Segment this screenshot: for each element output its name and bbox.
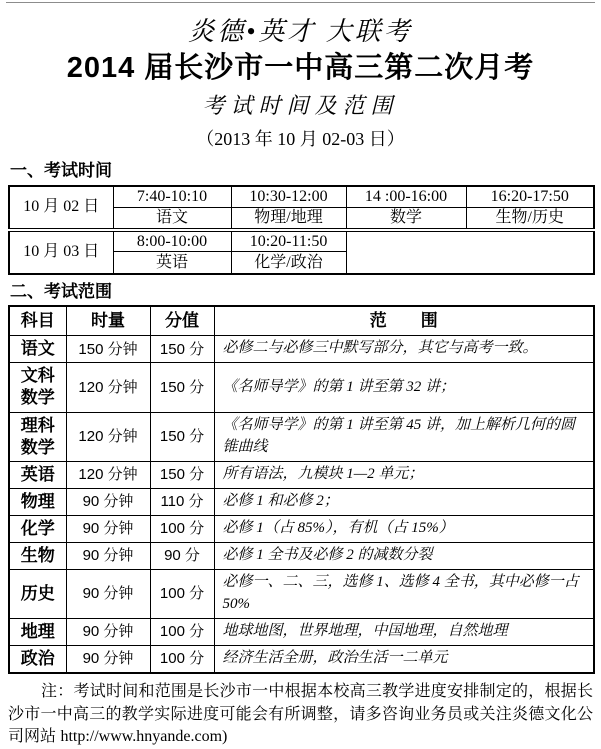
scope-cell: 必修 1 全书及必修 2 的减数分裂 xyxy=(214,543,594,570)
duration-cell: 90 分钟 xyxy=(66,515,150,542)
scope-cell: 必修 1（占 85%），有机（占 15%） xyxy=(214,515,594,542)
scope-cell: 必修二与必修三中默写部分，其它与高考一致。 xyxy=(214,336,594,363)
scope-cell: 经济生活全册，政治生活一二单元 xyxy=(214,645,594,673)
subject-cell: 地理 xyxy=(9,618,66,645)
section-heading-exam-time: 一、考试时间 xyxy=(10,161,112,181)
subject-cell: 理科数学 xyxy=(9,412,66,461)
score-cell: 100 分 xyxy=(150,570,214,619)
score-cell: 150 分 xyxy=(150,412,214,461)
date-cell: 10 月 02 日 xyxy=(9,186,113,230)
subject-cell: 生物 xyxy=(9,543,66,570)
subject-cell: 历史 xyxy=(9,570,66,619)
duration-cell: 90 分钟 xyxy=(66,570,150,619)
table-row xyxy=(9,363,594,412)
duration-cell: 120 分钟 xyxy=(66,461,150,488)
scope-cell: 必修 1 和必修 2； xyxy=(214,488,594,515)
session-time: 14 :00-16:00 xyxy=(346,186,466,208)
document-page xyxy=(0,2,601,746)
session-subject: 生物/历史 xyxy=(466,208,594,230)
website-url: http://www.hnyande.com) xyxy=(60,728,228,746)
table-row xyxy=(9,618,594,645)
session-subject: 语文 xyxy=(113,208,231,230)
table-row xyxy=(9,570,594,619)
session-time: 7:40-10:10 xyxy=(113,186,231,208)
score-cell: 110 分 xyxy=(150,488,214,515)
scope-cell: 《名师导学》的第 1 讲至第 45 讲，加上解析几何的圆锥曲线 xyxy=(214,412,594,461)
session-subject: 化学/政治 xyxy=(231,252,346,274)
duration-cell: 150 分钟 xyxy=(66,336,150,363)
document-subtitle: 考试时间及范围 xyxy=(202,93,399,119)
scope-cell: 地球地图，世界地理，中国地理，自然地理 xyxy=(214,618,594,645)
score-cell: 90 分 xyxy=(150,543,214,570)
table-row xyxy=(9,461,594,488)
exam-date-line: （2013 年 10 月 02-03 日） xyxy=(196,128,405,149)
table-row xyxy=(9,336,594,363)
subject-cell: 语文 xyxy=(9,336,66,363)
table-row xyxy=(9,645,594,673)
scope-cell: 《名师导学》的第 1 讲至第 32 讲； xyxy=(214,363,594,412)
session-time: 10:20-11:50 xyxy=(231,230,346,252)
scope-cell: 所有语法，九模块 1—2 单元； xyxy=(214,461,594,488)
col-header-subject: 科目 xyxy=(9,306,66,336)
section-heading-exam-scope: 二、考试范围 xyxy=(10,281,112,301)
footnote-text: 注：考试时间和范围是长沙市一中根据本校高三教学进度安排制定的，根据长沙市一中高三的教学实际进度可能会有所调整，请多咨询业务员或关注炎德文化公司网站 xyxy=(8,682,593,746)
score-cell: 100 分 xyxy=(150,515,214,542)
subject-cell: 文科数学 xyxy=(9,363,66,412)
duration-cell: 120 分钟 xyxy=(66,412,150,461)
footnote xyxy=(8,681,593,749)
session-subject: 数学 xyxy=(346,208,466,230)
table-row xyxy=(9,515,594,542)
duration-cell: 90 分钟 xyxy=(66,543,150,570)
subject-cell: 化学 xyxy=(9,515,66,542)
date-cell: 10 月 03 日 xyxy=(9,230,113,274)
col-header-duration: 时量 xyxy=(66,306,150,336)
main-title: 2014 届长沙市一中高三第二次月考 xyxy=(66,51,535,84)
subject-cell: 物理 xyxy=(9,488,66,515)
session-time: 10:30-12:00 xyxy=(231,186,346,208)
table-row xyxy=(9,412,594,461)
table-row xyxy=(9,230,594,252)
table-header-row xyxy=(9,306,594,336)
score-cell: 100 分 xyxy=(150,645,214,673)
header-rule xyxy=(6,2,595,3)
duration-cell: 90 分钟 xyxy=(66,488,150,515)
duration-cell: 90 分钟 xyxy=(66,618,150,645)
score-cell: 150 分 xyxy=(150,336,214,363)
duration-cell: 90 分钟 xyxy=(66,645,150,673)
subject-cell: 英语 xyxy=(9,461,66,488)
session-subject: 物理/地理 xyxy=(231,208,346,230)
exam-time-table xyxy=(8,185,595,275)
exam-scope-table xyxy=(8,305,595,674)
table-row xyxy=(9,543,594,570)
brand-title: 炎德•英才 大联考 xyxy=(188,17,413,46)
table-row xyxy=(9,488,594,515)
score-cell: 100 分 xyxy=(150,618,214,645)
subject-cell: 政治 xyxy=(9,645,66,673)
session-subject: 英语 xyxy=(113,252,231,274)
col-header-score: 分值 xyxy=(150,306,214,336)
col-header-scope: 范 围 xyxy=(214,306,594,336)
score-cell: 150 分 xyxy=(150,363,214,412)
table-row xyxy=(9,186,594,208)
duration-cell: 120 分钟 xyxy=(66,363,150,412)
session-time: 8:00-10:00 xyxy=(113,230,231,252)
score-cell: 150 分 xyxy=(150,461,214,488)
session-time: 16:20-17:50 xyxy=(466,186,594,208)
scope-cell: 必修一、二、三，选修 1、选修 4 全书，其中必修一占 50% xyxy=(214,570,594,619)
empty-cell xyxy=(346,230,594,274)
